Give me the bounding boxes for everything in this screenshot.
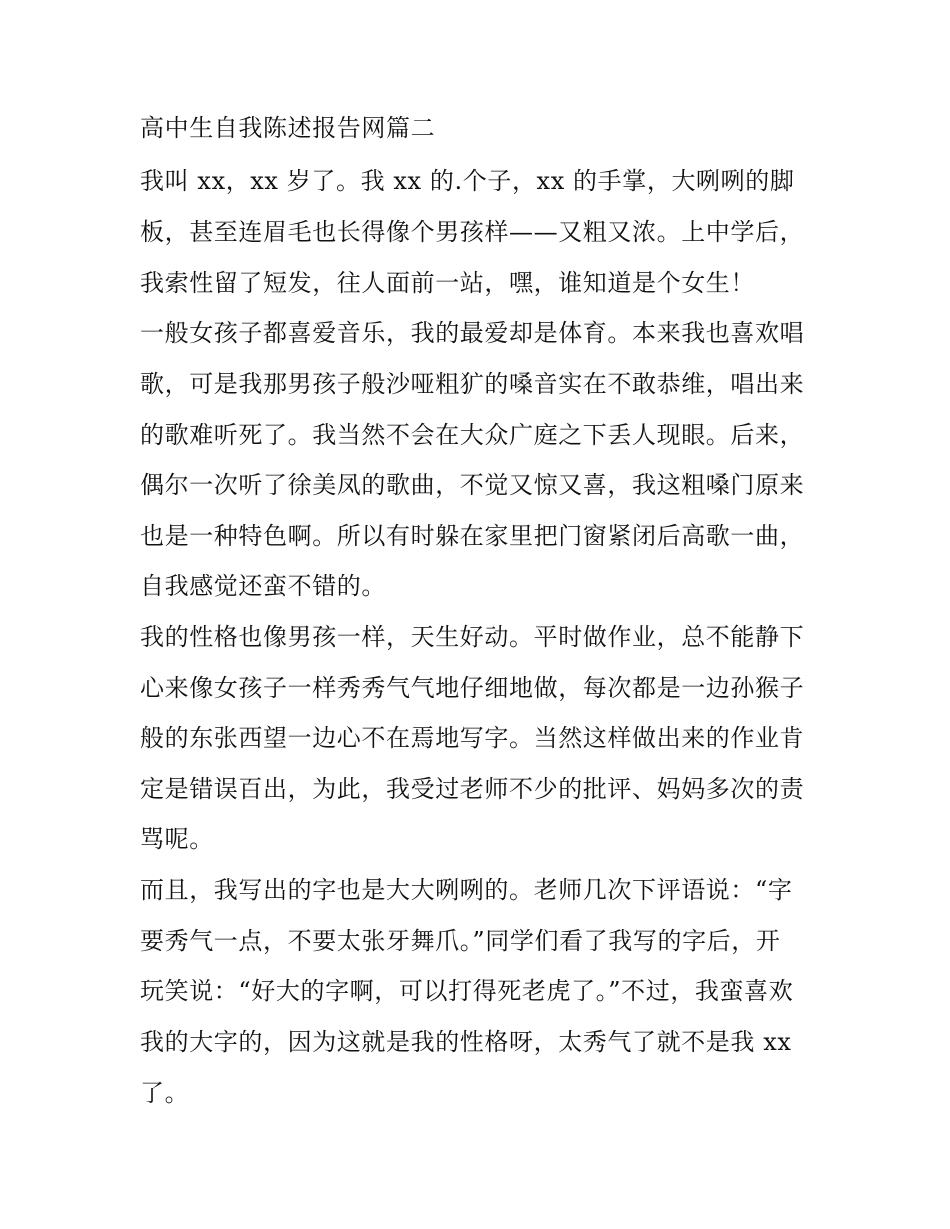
text-line: 定是错误百出，为此，我受过老师不少的批评、妈妈多次的责: [140, 775, 805, 803]
text-line: 玩笑说：“好大的字啊，可以打得死老虎了。”不过，我蛮喜欢: [140, 977, 794, 1005]
text-line: 偶尔一次听了徐美凤的歌曲，不觉又惊又喜，我这粗嗓门原来: [140, 471, 805, 499]
text-line: 也是一种特色啊。所以有时躲在家里把门窗紧闭后高歌一曲，: [140, 522, 805, 550]
text-line: 自我感觉还蛮不错的。: [140, 572, 386, 600]
text-line: 我的性格也像男孩一样，天生好动。平时做作业，总不能静下: [140, 623, 805, 651]
text-line: 要秀气一点，不要太张牙舞爪。”同学们看了我写的字后，开: [140, 927, 781, 955]
text-line: 我索性留了短发，往人面前一站，嘿，谁知道是个女生！: [140, 269, 755, 297]
text-line: 心来像女孩子一样秀秀气气地仔细地做，每次都是一边孙猴子: [140, 674, 805, 702]
text-line: 而且，我写出的字也是大大咧咧的。老师几次下评语说：“字: [140, 876, 793, 904]
text-line: 了。: [140, 1079, 190, 1107]
text-line: 般的东张西望一边心不在焉地写字。当然这样做出来的作业肯: [140, 724, 805, 752]
text-line: 我叫 xx，xx 岁了。我 xx 的.个子，xx 的手掌，大咧咧的脚: [140, 167, 795, 195]
text-line: 板，甚至连眉毛也长得像个男孩样——又粗又浓。上中学后，: [140, 218, 805, 246]
text-line: 骂呢。: [140, 825, 214, 853]
text-line: 的歌难听死了。我当然不会在大众广庭之下丢人现眼。后来，: [140, 421, 805, 449]
text-line: 歌，可是我那男孩子般沙哑粗犷的嗓音实在不敢恭维，唱出来: [140, 370, 805, 398]
text-line: 一般女孩子都喜爱音乐，我的最爱却是体育。本来我也喜欢唱: [140, 319, 805, 347]
text-line: 我的大字的，因为这就是我的性格呀，太秀气了就不是我 xx: [140, 1028, 792, 1056]
document-title: 高中生自我陈述报告网篇二: [140, 114, 436, 142]
